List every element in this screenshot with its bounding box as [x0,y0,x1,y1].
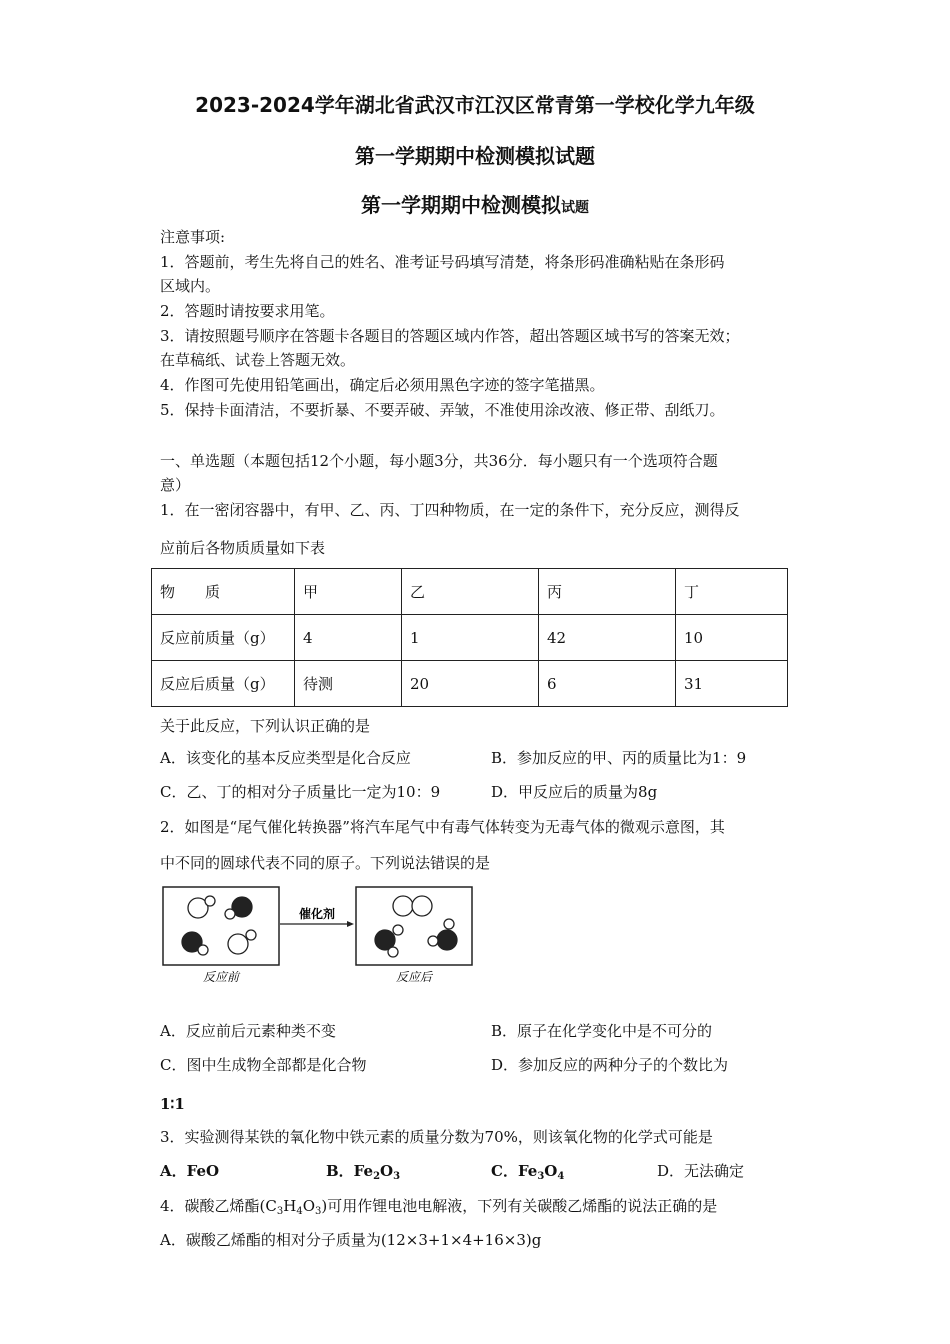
q2-stem-cont: 中不同的圆球代表不同的原子。下列说法错误的是 [160,854,491,872]
after-label: 反应后 [395,970,433,984]
table-cell: 丁 [676,569,788,615]
q1-option-d: D．甲反应后的质量为8g [491,783,658,801]
option-text: O [380,1162,394,1180]
stem-text: 4．碳酸乙烯酯(C [160,1197,277,1215]
table-cell: 物 质 [152,569,295,615]
doc-title-line1: 2023-2024学年湖北省武汉市江汉区常青第一学校化学九年级 [195,93,755,117]
table-cell: 反应前质量（g） [152,615,295,661]
table-cell: 10 [676,615,788,661]
table-cell: 42 [539,615,676,661]
stem-text: O [302,1197,316,1215]
table-cell: 4 [295,615,402,661]
doc-title-line2: 第一学期期中检测模拟试题 [355,144,595,168]
table-cell: 甲 [295,569,402,615]
table-cell: 丙 [539,569,676,615]
notice-line: 2．答题时请按要求用笔。 [160,302,335,320]
stem-text: H [283,1197,297,1215]
q2-option-a: A．反应前后元素种类不变 [160,1022,336,1040]
subscript: 2 [373,1171,381,1182]
notice-line: 在草稿纸、试卷上答题无效。 [160,351,356,369]
notice-heading: 注意事项: [160,228,226,246]
subscript: 4 [557,1171,565,1182]
option-text: A．FeO [160,1162,220,1180]
q2-stem: 2．如图是“尾气催化转换器”将汽车尾气中有毒气体转变为无毒气体的微观示意图，其 [160,818,725,836]
q1-question: 关于此反应，下列认识正确的是 [160,717,371,735]
doc-title-line3-main: 第一学期期中检测模拟 [361,193,561,217]
table-row [152,569,788,615]
q2-option-c: C．图中生成物全部都是化合物 [160,1056,367,1074]
doc-title-line3 [0,189,950,218]
reaction-diagram [150,880,490,990]
table-row [152,615,788,661]
table-cell: 乙 [402,569,539,615]
section-heading-cont: 意） [160,476,191,494]
q3-option-c [491,1161,564,1181]
table-cell: 待测 [295,661,402,707]
option-text: B．Fe [326,1162,374,1180]
after-box [356,887,472,965]
after-molecules [375,896,457,957]
catalyst-label: 催化剂 [298,907,336,921]
subscript: 4 [296,1206,303,1217]
q3-option-b [326,1161,400,1181]
table-cell: 31 [676,661,788,707]
before-molecules [182,896,256,955]
q3-stem: 3．实验测得某铁的氧化物中铁元素的质量分数为70%，则该氧化物的化学式可能是 [160,1128,713,1146]
subscript: 3 [537,1171,545,1182]
notice-line: 区域内。 [160,277,221,295]
before-box [163,887,279,965]
before-label: 反应前 [202,970,240,984]
q1-mass-table [151,568,788,707]
notice-line: 4．作图可先使用铅笔画出，确定后必须用黑色字迹的签字笔描黑。 [160,376,605,394]
q1-stem-cont: 应前后各物质质量如下表 [160,539,326,557]
q4-stem [160,1196,717,1216]
option-text: O [544,1162,558,1180]
q1-option-c: C．乙、丁的相对分子质量比一定为10：9 [160,783,441,801]
q2-option-d: D．参加反应的两种分子的个数比为 [491,1056,729,1074]
table-cell: 20 [402,661,539,707]
subscript: 3 [393,1171,401,1182]
q2-option-b: B．原子在化学变化中是不可分的 [491,1022,713,1040]
q3-option-d: D．无法确定 [657,1162,745,1180]
q1-option-b: B．参加反应的甲、丙的质量比为1：9 [491,749,747,767]
arrow-head-icon [347,921,354,927]
q1-option-a: A．该变化的基本反应类型是化合反应 [160,749,411,767]
subscript: 3 [315,1206,322,1217]
notice-line: 3．请按照题号顺序在答题卡各题目的答题区域内作答，超出答题区域书写的答案无效； [160,327,740,345]
subscript: 3 [276,1206,284,1217]
section-heading: 一、单选题（本题包括12个小题，每小题3分，共36分．每小题只有一个选项符合题 [160,452,718,470]
table-row [152,661,788,707]
table-cell: 6 [539,661,676,707]
notice-line: 5．保持卡面清洁，不要折暴、不要弄破、弄皱，不准使用涂改液、修正带、刮纸刀。 [160,401,725,419]
table-cell: 1 [402,615,539,661]
doc-title-line3-small: 试题 [561,200,589,216]
stem-text: )可用作锂电池电解液，下列有关碳酸乙烯酯的说法正确的是 [321,1197,718,1215]
table-cell: 反应后质量（g） [152,661,295,707]
option-text: C．Fe [491,1162,538,1180]
q3-option-a [160,1161,219,1181]
notice-line: 1．答题前，考生先将自己的姓名、准考证号码填写清楚，将条形码准确粘贴在条形码 [160,253,725,271]
q2-option-d-cont: 1∶1 [160,1095,185,1113]
q1-stem: 1．在一密闭容器中，有甲、乙、丙、丁四种物质，在一定的条件下，充分反应，测得反 [160,501,740,519]
q4-option-a: A．碳酸乙烯酯的相对分子质量为(12×3+1×4+16×3)g [160,1231,542,1249]
